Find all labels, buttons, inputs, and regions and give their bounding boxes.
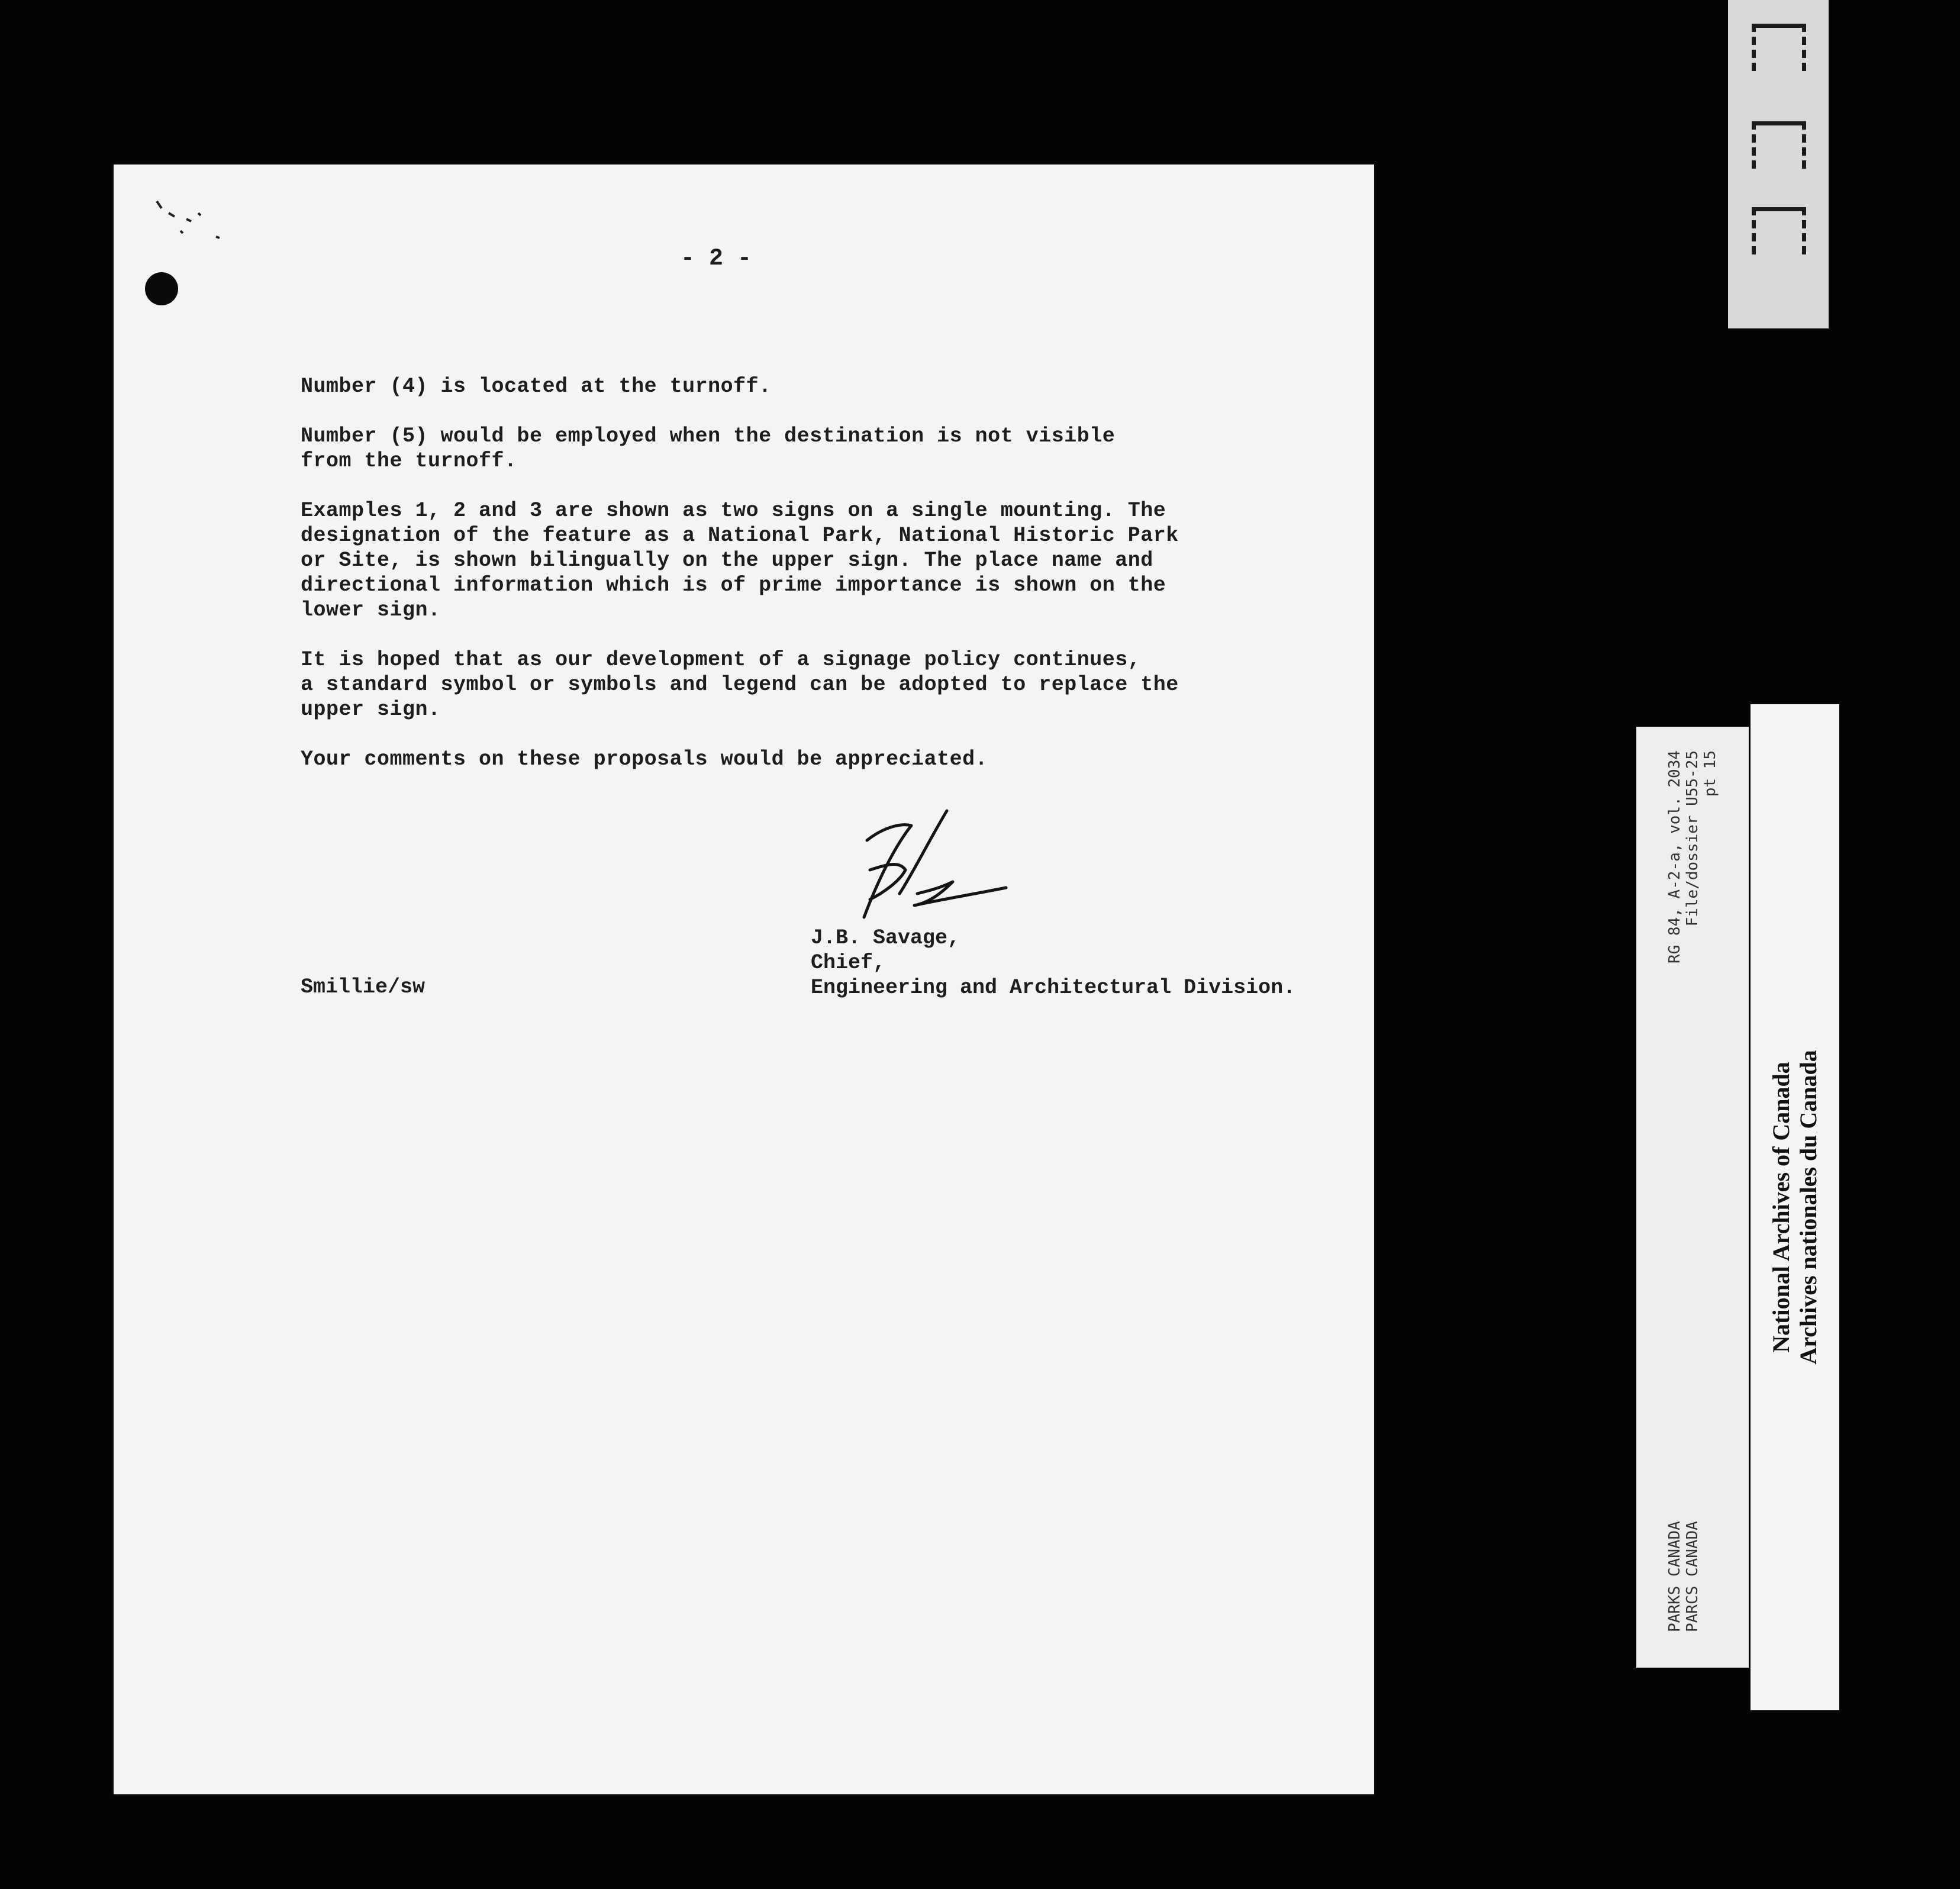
signer-division: Engineering and Architectural Division.	[811, 976, 1296, 1000]
punch-hole	[145, 272, 178, 305]
signature-block	[811, 926, 1295, 1000]
paragraph: Number (4) is located at the turnoff.	[301, 375, 772, 398]
paragraph: Number (5) would be employed when the destination is not visible from the turnoff.	[301, 424, 1116, 473]
handwritten-signature	[811, 805, 1012, 929]
paper-specks	[151, 195, 257, 278]
national-archives-label	[1751, 704, 1839, 1710]
archive-part: pt 15	[1701, 750, 1719, 797]
archive-reference-label	[1636, 727, 1749, 1668]
tab-mark	[1752, 121, 1806, 169]
archives-name-en: National Archives of Canada	[1768, 1062, 1794, 1353]
microfilm-tab-strip	[1728, 0, 1829, 328]
page-number: - 2 -	[681, 246, 752, 272]
letter-body	[301, 374, 1212, 797]
agency-en: PARKS CANADA	[1666, 1521, 1684, 1632]
paragraph: Your comments on these proposals would be appreciated.	[301, 747, 988, 771]
archive-file: File/dossier U55-25	[1684, 750, 1701, 927]
tab-mark	[1752, 24, 1806, 71]
paragraph: It is hoped that as our development of a signage policy continues, a standard symbol or symbols and legend can be adopted to replace the upper sign.	[301, 648, 1179, 721]
archive-reference: RG 84, A-2-a, vol. 2034	[1666, 750, 1684, 964]
archives-name-fr: Archives nationales du Canada	[1795, 1050, 1822, 1365]
tab-mark	[1752, 207, 1806, 254]
signer-title: Chief,	[811, 951, 886, 975]
agency-fr: PARCS CANADA	[1684, 1521, 1701, 1632]
typist-initials: Smillie/sw	[301, 975, 425, 999]
paragraph: Examples 1, 2 and 3 are shown as two signs on a single mounting. The designation of the feature as a National Park, National Historic Park or Site, is shown bilingually on the upper sign. The place name and directional information which is of prime importance is shown on the lower sign.	[301, 499, 1179, 622]
signer-name: J.B. Savage,	[811, 926, 960, 950]
